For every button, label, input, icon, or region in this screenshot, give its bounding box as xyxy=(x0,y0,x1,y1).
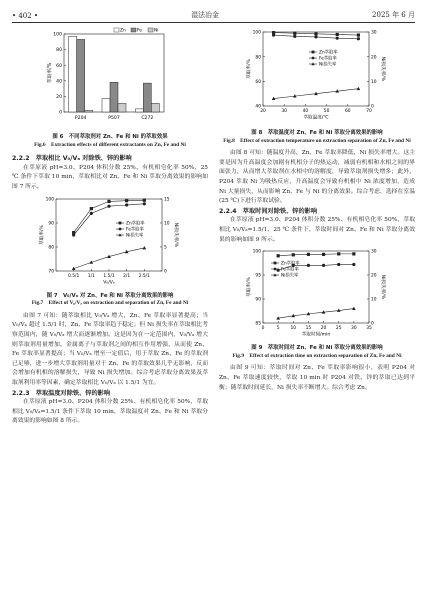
paragraph-6: 由图 9 可知：萃取时间对 Zn、Fe 萃取率影响很小，表明 P204 对 Zn、Fe 萃取速度较快，萃取 10 min 时 P204 对铁、锌的萃取已达到平衡；随萃取时间延长，Ni 损失率不断增大。综合考虑 Zn、 xyxy=(219,365,415,391)
left-column xyxy=(12,26,208,427)
point-marker xyxy=(322,253,325,256)
point-marker xyxy=(277,254,280,257)
x-tick-label: 0 xyxy=(261,326,265,332)
y-tick-label: 100 xyxy=(252,30,261,36)
point-marker xyxy=(125,203,128,206)
point-marker xyxy=(143,246,147,249)
bar-fe xyxy=(77,39,85,112)
x-tick-label: 70 xyxy=(366,109,372,114)
y-axis-label: 萃取率/% xyxy=(247,59,252,79)
paragraph-5: 在萃原液 pH=3.0、P204 体积分数 25%、有机相皂化率 50%、萃取相比 V₀/Vₐ=1.5/1、25 ℃ 条件下，萃取时间对 Zn、Fe 和 Ni 萃取分离效果的影响如图 9 所示。 xyxy=(219,217,415,243)
y-tick-label: 80 xyxy=(48,245,54,251)
point-marker xyxy=(107,204,110,207)
point-marker xyxy=(293,32,296,35)
legend-marker xyxy=(119,227,122,230)
x-tick-label: 2/1 xyxy=(123,273,131,279)
page-number: • 402 • xyxy=(12,12,39,20)
x-tick-label: 10 xyxy=(290,326,297,332)
figure-8-caption-en: Fig.8 Effect of extraction temperature on extraction separation of Zn, Fe and Ni xyxy=(223,137,411,144)
x-tick-label: P507 xyxy=(108,116,120,121)
figure-9-line-chart xyxy=(219,245,415,341)
y-tick-label: 90 xyxy=(255,297,261,303)
y-tick-label: 100 xyxy=(45,197,54,203)
x-tick-label: 2.5/1 xyxy=(138,273,150,279)
running-header xyxy=(12,6,415,23)
section-2-2-4-heading: 2.2.4 萃取时间对除铁、锌的影响 xyxy=(219,207,318,215)
section-2-2-2-heading: 2.2.2 萃取相比 V₀/Vₐ 对除铁、锌的影响 xyxy=(12,155,132,163)
figure-7-line-chart xyxy=(12,193,208,289)
x-tick-label: 20 xyxy=(260,109,266,114)
point-marker xyxy=(292,253,295,256)
point-marker xyxy=(357,37,360,40)
legend-marker xyxy=(312,51,315,54)
x-tick-label: 35 xyxy=(366,326,372,332)
paragraph-3: 在萃原液 pH=3.0、P204 体积分数 25%、有机相皂化率 50%、萃取相比 V₀/Vₐ=1.5/1 条件下萃取 10 min，萃取温度对 Zn、Fe 和 Ni 萃取分离效果的影响如图 8 所示。 xyxy=(12,399,208,425)
legend-label: Zn萃取率 xyxy=(319,50,338,56)
point-marker xyxy=(352,263,355,266)
x-tick-label: 60 xyxy=(345,109,351,114)
y-axis-label: 萃取率/% xyxy=(247,277,252,297)
legend-marker xyxy=(312,57,315,60)
series-line-0 xyxy=(278,254,354,256)
bar-zn xyxy=(102,99,110,112)
bar-ni xyxy=(85,110,93,112)
legend-label: Ni损失率 xyxy=(126,233,144,239)
x-tick-label: C272 xyxy=(141,116,154,121)
y-tick-label: 40 xyxy=(255,104,261,110)
figure-6-caption-en: Fig.6 Extraction effects of different extractants on Zn, Fe and Ni xyxy=(34,141,186,148)
point-marker xyxy=(90,207,93,210)
y-tick-label: 40 xyxy=(56,79,62,85)
paragraph-2: 由图 7 可知：随萃取相比 V₀/Vₐ 增大，Zn、Fe 萃取率显著提高；当 V₀/Vₐ 超过 1.5/1 时，Zn、Fe 萃取率趋于稳定；但 Ni 损失率在萃取相比考察范围内，随 V₀/Vₐ 增大而逐渐增加。这是因为在一定范围内，V₀/Vₐ 增大则萃取剂用量增加，金属离子与萃取剂之间的相互作用增强，从而使 Zn、Fe 萃取率显著提高；当 V₀/Vₐ 增至一定值后，用于萃取 Zn、Fe 的萃取剂已足够，进一步增大萃取剂用量对于 Zn、Fe 的萃取效果几乎无影响，反而会增加有机相的溶解损失，导致 Ni 损失增加。综合考虑萃取分离效果及萃取剂利用率等因素，确定萃取相比 V₀/Vₐ 以 1.5/1 为宜。 xyxy=(12,312,208,386)
figure-9-caption-cn: 图 9 萃取时间对 Zn、Fe 和 Ni 萃取分离效果的影响 xyxy=(251,345,383,352)
legend-label: Zn xyxy=(120,28,126,34)
point-marker xyxy=(357,33,360,36)
legend-label: Zn萃取率 xyxy=(281,261,300,267)
y2-tick-label: 20 xyxy=(371,55,377,61)
y-tick-label: 80 xyxy=(56,48,62,54)
x-tick-label: 15 xyxy=(305,326,312,332)
legend-marker xyxy=(311,62,314,65)
x-tick-label: 25 xyxy=(335,326,342,332)
x-tick-label: 40 xyxy=(302,109,309,114)
figure-8-line-chart xyxy=(219,26,415,126)
point-marker xyxy=(72,233,75,236)
x-tick-label: 30 xyxy=(351,326,357,332)
point-marker xyxy=(125,199,128,202)
y2-tick-label: 0 xyxy=(371,104,374,110)
y-tick-label: 100 xyxy=(252,249,261,255)
bar-fe xyxy=(110,82,118,112)
point-marker xyxy=(90,211,93,214)
figure-6-bar-chart xyxy=(12,26,208,130)
bar-ni xyxy=(151,103,159,112)
plot-frame xyxy=(263,251,369,323)
issue-date: 2025 年 6 月 xyxy=(372,11,415,19)
figure-8-caption-cn: 图 8 萃取温度对 Zn、Fe 和 Ni 萃取分离效果的影响 xyxy=(251,130,383,136)
y2-axis-label: Ni损失率/% xyxy=(173,222,178,247)
legend-label: Fe萃取率 xyxy=(281,267,299,273)
y-tick-label: 95 xyxy=(255,273,261,279)
legend-swatch xyxy=(114,28,119,32)
point-marker xyxy=(336,37,339,40)
legend-marker xyxy=(119,221,122,224)
y-axis-label: 萃取率/% xyxy=(40,224,45,245)
y-tick-label: 100 xyxy=(53,32,62,38)
journal-name: 湿法冶金 xyxy=(191,11,220,19)
x-axis-label: 萃取时间/min xyxy=(301,332,331,338)
bar-zn xyxy=(135,109,143,112)
legend-label: Fe萃取率 xyxy=(319,56,337,62)
series-line-2 xyxy=(278,309,354,319)
x-tick-label: 1/1 xyxy=(87,273,95,279)
right-column xyxy=(219,26,415,393)
point-marker xyxy=(293,35,296,38)
point-marker xyxy=(337,252,340,255)
legend-label: Ni损失率 xyxy=(281,273,299,279)
paragraph-4: 由图 8 可知：随温度升高，Zn、Fe 萃取率降低，Ni 损失率增大。这主要是因为升高温度会加剧有机相分子的热运动，减弱有机相和水相之间的界面张力，从而增大萃取剂在水相中的溶解度，导致萃取剂损失增多；此外，P204 萃取 Ni 为吸热反应，升高温度会导致有机相中 Ni 浓度增加，造成 Ni 大量损失，从而影响 Zn、Fe 与 Ni 的分离效果。综合考虑，选择在室温(25 ℃)下进行萃取试验。 xyxy=(219,150,415,205)
point-marker xyxy=(352,252,355,255)
y-tick-label: 85 xyxy=(255,321,261,327)
section-2-2-3-heading: 2.2.3 萃取温度对除铁、锌的影响 xyxy=(12,389,111,397)
point-marker xyxy=(357,87,361,90)
x-tick-label: 0.5/1 xyxy=(68,273,80,279)
point-marker xyxy=(307,253,310,256)
point-marker xyxy=(314,32,317,35)
y2-tick-label: 10 xyxy=(164,221,170,227)
point-marker xyxy=(307,264,310,267)
figure-7-caption-en: Fig.7 Effect of V₀/Vₐ on extraction and separation of Zn, Fe and Ni xyxy=(31,300,189,307)
y-tick-label: 60 xyxy=(56,63,62,69)
point-marker xyxy=(272,33,275,36)
point-marker xyxy=(337,263,340,266)
y2-tick-label: 15 xyxy=(164,197,170,203)
y2-tick-label: 0 xyxy=(164,269,167,275)
figure-6-caption-cn: 图 6 不同萃取剂对 Zn、Fe 和 Ni 的萃取效果 xyxy=(52,134,168,140)
y2-tick-label: 30 xyxy=(371,30,377,36)
x-axis-label: 萃取温度/℃ xyxy=(303,115,329,121)
legend-swatch xyxy=(148,28,153,32)
point-marker xyxy=(336,33,339,36)
y2-tick-label: 20 xyxy=(371,273,377,279)
bar-fe xyxy=(143,83,151,112)
y2-tick-label: 10 xyxy=(371,79,377,85)
y2-axis-label: Ni损失率/% xyxy=(380,274,385,300)
point-marker xyxy=(322,264,325,267)
x-tick-label: 50 xyxy=(323,109,330,114)
x-tick-label: 1.5/1 xyxy=(103,273,115,279)
point-marker xyxy=(143,198,146,201)
bar-zn xyxy=(69,36,77,112)
legend-marker xyxy=(118,233,121,236)
bar-ni xyxy=(118,103,126,112)
legend-label: Fe xyxy=(137,28,142,34)
y2-tick-label: 10 xyxy=(371,297,377,303)
y2-axis-label: Ni损失率/% xyxy=(380,56,385,82)
figure-7-caption-cn: 图 7 V₀/Vₐ 对 Zn、Fe 和 Ni 萃取分离效果的影响 xyxy=(46,292,174,299)
x-tick-label: P204 xyxy=(74,116,87,121)
paragraph-1: 在萃原液 pH=3.0、P204 体积分数 25%、有机相皂化率 50%、25 ℃ 条件下萃取 10 min，萃取相比对 Zn、Fe 和 Ni 萃取分离效果的影响如图 7 所示。 xyxy=(12,164,208,190)
x-tick-label: 20 xyxy=(320,326,327,332)
point-marker xyxy=(352,307,356,310)
legend-label: Ni损失率 xyxy=(319,62,337,68)
y-tick-label: 90 xyxy=(48,221,54,227)
legend-marker xyxy=(274,268,277,271)
legend-label: Ni xyxy=(154,28,159,34)
point-marker xyxy=(107,199,110,202)
y-tick-label: 20 xyxy=(56,95,62,100)
y-tick-label: 0 xyxy=(59,110,62,116)
x-axis-label: V₀/Vₐ xyxy=(103,280,115,286)
plot-frame xyxy=(56,199,162,271)
x-tick-label: 30 xyxy=(281,109,287,114)
series-line-2 xyxy=(74,248,145,269)
legend-swatch xyxy=(131,28,136,32)
y-tick-label: 60 xyxy=(255,79,261,85)
legend-marker xyxy=(274,262,277,265)
y2-tick-label: 5 xyxy=(164,245,167,251)
y2-tick-label: 30 xyxy=(371,249,377,255)
point-marker xyxy=(314,35,317,38)
y-tick-label: 80 xyxy=(255,55,261,61)
x-tick-label: 5 xyxy=(276,326,280,332)
y-axis-label: 萃取率/% xyxy=(48,62,53,84)
legend-label: Zn萃取率 xyxy=(126,221,145,227)
legend-label: Fe萃取率 xyxy=(126,227,144,233)
point-marker xyxy=(143,202,146,205)
figure-9-caption-en: Fig.9 Effect of extraction time on extraction separation of Zn, Fe and Ni xyxy=(232,352,402,359)
y-tick-label: 70 xyxy=(48,269,54,275)
y2-tick-label: 0 xyxy=(371,321,374,327)
